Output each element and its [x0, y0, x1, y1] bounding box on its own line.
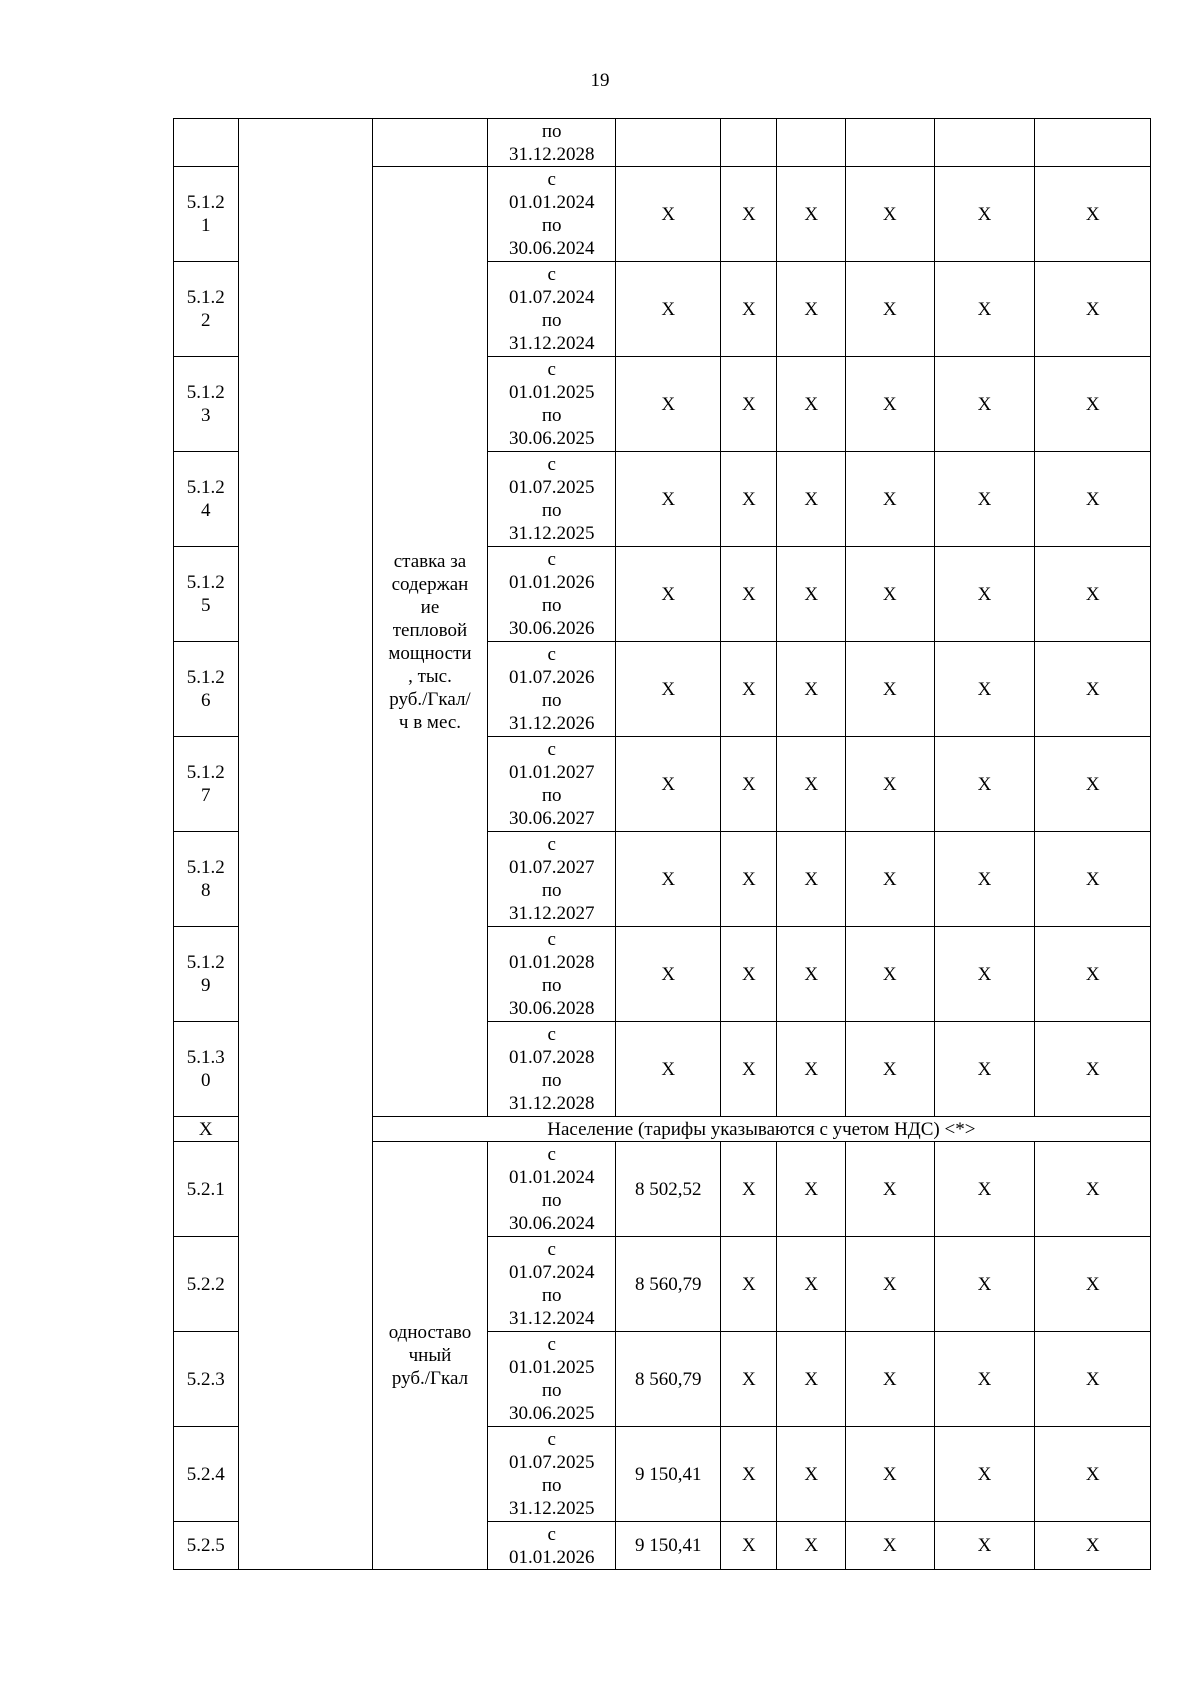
value-cell: Х: [846, 927, 934, 1022]
period-cell-line: с: [547, 739, 556, 760]
value-cell: Х: [1035, 1022, 1151, 1117]
number-cell: [174, 1022, 239, 1117]
value-cell: Х: [1035, 1142, 1151, 1237]
period-cell-line: 30.06.2028: [508, 998, 595, 1019]
value-cell: Х: [777, 452, 846, 547]
value-cell: Х: [616, 357, 721, 452]
value-cell: Х: [934, 547, 1035, 642]
value-cell: [846, 119, 934, 167]
value-cell: Х: [616, 547, 721, 642]
value-cell: 8 560,79: [616, 1237, 721, 1332]
value-cell: 8 560,79: [616, 1332, 721, 1427]
value-cell: Х: [777, 357, 846, 452]
period-cell: [488, 642, 616, 737]
number-cell-line: 8: [201, 880, 211, 901]
value-cell: [777, 119, 846, 167]
value-cell: Х: [934, 167, 1035, 262]
indicator-cell-line: ие: [420, 596, 440, 618]
number-cell-line: 5: [201, 595, 211, 616]
value-cell: Х: [616, 642, 721, 737]
period-cell-line: по: [541, 1285, 562, 1306]
indicator-cell-line: чный: [408, 1345, 452, 1366]
number-cell-line: 9: [201, 975, 211, 996]
number-cell-line: 5.1.2: [186, 382, 225, 403]
value-cell: Х: [846, 737, 934, 832]
value-cell: Х: [721, 927, 777, 1022]
period-cell-line: по: [541, 785, 562, 806]
value-cell: Х: [721, 1522, 777, 1570]
number-cell-line: 5.1.2: [186, 477, 225, 498]
value-cell: Х: [721, 1427, 777, 1522]
value-cell: Х: [1035, 1237, 1151, 1332]
indicator-cell-line: одноставо: [388, 1322, 472, 1343]
value-cell: Х: [846, 1427, 934, 1522]
period-cell-line: 30.06.2027: [508, 808, 595, 829]
value-cell: Х: [777, 167, 846, 262]
value-cell: [1035, 119, 1151, 167]
value-cell: Х: [1035, 1522, 1151, 1570]
value-cell: Х: [1035, 927, 1151, 1022]
value-cell: Х: [616, 262, 721, 357]
period-cell: [488, 1237, 616, 1332]
period-cell-line: 31.12.2026: [508, 713, 595, 734]
number-cell: [174, 167, 239, 262]
period-cell-line: 01.07.2027: [508, 857, 595, 878]
period-cell-line: 30.06.2024: [508, 238, 595, 259]
indicator-cell: [372, 167, 487, 1117]
value-cell: Х: [777, 1427, 846, 1522]
value-cell: Х: [846, 547, 934, 642]
value-cell: Х: [721, 1022, 777, 1117]
indicator-cell-line: ч в мес.: [398, 711, 462, 733]
value-cell: Х: [934, 642, 1035, 737]
value-cell: Х: [1035, 737, 1151, 832]
period-cell-line: по: [541, 405, 562, 426]
period-cell-line: 31.12.2025: [508, 523, 595, 544]
period-cell-line: с: [547, 1523, 556, 1545]
page-number: 19: [590, 70, 610, 91]
period-cell-line: 31.12.2024: [508, 333, 595, 354]
number-cell-line: 5.1.2: [186, 857, 225, 878]
value-cell: Х: [721, 357, 777, 452]
number-cell: [174, 737, 239, 832]
period-cell-line: 31.12.2027: [508, 903, 595, 924]
period-cell-line: по: [541, 1190, 562, 1211]
period-cell-line: с: [547, 264, 556, 285]
number-cell-line: 5.1.2: [186, 572, 225, 593]
period-cell-line: с: [547, 834, 556, 855]
value-cell: Х: [846, 1522, 934, 1570]
indicator-cell-line: руб./Гкал/: [389, 688, 471, 710]
value-cell: Х: [721, 262, 777, 357]
number-cell-line: 6: [201, 690, 211, 711]
value-cell: Х: [934, 452, 1035, 547]
value-cell: Х: [1035, 357, 1151, 452]
number-cell: [174, 262, 239, 357]
period-cell-line: 30.06.2024: [508, 1213, 595, 1234]
value-cell: Х: [777, 1522, 846, 1570]
value-cell: Х: [934, 737, 1035, 832]
value-cell: Х: [846, 642, 934, 737]
period-cell: [488, 927, 616, 1022]
period-cell-line: с: [547, 454, 556, 475]
number-cell-line: 5.1.2: [186, 952, 225, 973]
value-cell: Х: [846, 452, 934, 547]
period-cell-line: с: [547, 929, 556, 950]
period-cell: [488, 1332, 616, 1427]
number-cell: [174, 547, 239, 642]
value-cell: Х: [934, 832, 1035, 927]
number-cell: [174, 1522, 239, 1570]
period-cell: [488, 547, 616, 642]
indicator-cell-line: , тыс.: [408, 665, 452, 687]
value-cell: Х: [616, 927, 721, 1022]
number-cell: [174, 119, 239, 167]
value-cell: Х: [934, 1522, 1035, 1570]
value-cell: Х: [934, 927, 1035, 1022]
value-cell: Х: [846, 357, 934, 452]
value-cell: Х: [1035, 452, 1151, 547]
period-cell-line: 01.07.2025: [508, 477, 595, 498]
period-cell-line: с: [547, 644, 556, 665]
indicator-cell-line: ставка за: [393, 550, 467, 572]
number-cell-line: 7: [201, 785, 211, 806]
period-cell-line: с: [547, 1334, 556, 1355]
number-cell: [174, 357, 239, 452]
value-cell: 9 150,41: [616, 1427, 721, 1522]
period-cell: [488, 737, 616, 832]
period-cell-line: по: [541, 310, 562, 331]
value-cell: Х: [1035, 832, 1151, 927]
indicator-cell-line: тепловой: [392, 619, 468, 641]
name-cell: [238, 119, 372, 1570]
value-cell: Х: [846, 167, 934, 262]
period-cell-line: по: [541, 1475, 562, 1496]
period-cell-line: по: [541, 120, 562, 142]
period-cell-line: с: [547, 359, 556, 380]
number-cell-line: 5.2.4: [186, 1463, 225, 1485]
period-cell-line: по: [541, 595, 562, 616]
indicator-cell-line: мощности: [388, 642, 472, 664]
value-cell: Х: [1035, 547, 1151, 642]
number-cell-line: 3: [201, 405, 211, 426]
value-cell: Х: [846, 1142, 934, 1237]
period-cell: [488, 357, 616, 452]
indicator-cell: [372, 1142, 487, 1570]
period-cell: [488, 119, 616, 167]
period-cell-line: 31.12.2025: [508, 1498, 595, 1519]
number-cell: [174, 642, 239, 737]
number-cell-line: 5.2.2: [186, 1273, 225, 1295]
period-cell-line: 30.06.2026: [508, 618, 595, 639]
number-cell: [174, 452, 239, 547]
value-cell: Х: [721, 1332, 777, 1427]
table-row: [174, 119, 1151, 167]
number-cell-line: 5.2.5: [186, 1535, 225, 1556]
value-cell: Х: [721, 642, 777, 737]
value-cell: Х: [934, 357, 1035, 452]
number-cell-line: 5.1.2: [186, 287, 225, 308]
number-cell-line: 2: [201, 310, 211, 331]
value-cell: Х: [1035, 1427, 1151, 1522]
value-cell: Х: [777, 832, 846, 927]
period-cell-line: 01.07.2025: [508, 1452, 595, 1473]
indicator-cell-line: содержан: [391, 573, 469, 595]
period-cell-line: по: [541, 690, 562, 711]
period-cell-line: 31.12.2024: [508, 1308, 595, 1329]
value-cell: 8 502,52: [616, 1142, 721, 1237]
period-cell-line: по: [541, 880, 562, 901]
value-cell: Х: [721, 167, 777, 262]
value-cell: Х: [934, 1142, 1035, 1237]
period-cell-line: по: [541, 215, 562, 236]
value-cell: Х: [846, 1332, 934, 1427]
number-cell: [174, 1427, 239, 1522]
value-cell: Х: [777, 1142, 846, 1237]
value-cell: Х: [846, 262, 934, 357]
period-cell-line: 01.01.2026: [508, 572, 595, 593]
number-cell-line: 1: [201, 215, 211, 236]
period-cell: [488, 1142, 616, 1237]
number-cell-line: 5.2.3: [186, 1368, 225, 1390]
value-cell: Х: [616, 1022, 721, 1117]
period-cell-line: 01.01.2028: [508, 952, 595, 973]
value-cell: Х: [777, 642, 846, 737]
number-cell-line: 4: [201, 500, 211, 521]
value-cell: Х: [616, 167, 721, 262]
value-cell: Х: [777, 547, 846, 642]
value-cell: Х: [846, 832, 934, 927]
period-cell-line: с: [547, 1239, 556, 1260]
value-cell: Х: [777, 1237, 846, 1332]
value-cell: Х: [721, 832, 777, 927]
period-cell-line: 01.01.2025: [508, 1357, 595, 1378]
value-cell: Х: [777, 1022, 846, 1117]
value-cell: Х: [777, 737, 846, 832]
period-cell: [488, 1522, 616, 1570]
value-cell: Х: [777, 1332, 846, 1427]
number-cell-line: 5.1.2: [186, 762, 225, 783]
value-cell: Х: [721, 1142, 777, 1237]
value-cell: Х: [1035, 642, 1151, 737]
period-cell: [488, 1022, 616, 1117]
number-cell: [174, 832, 239, 927]
number-cell-line: 5.1.2: [186, 192, 225, 213]
number-cell-line: 0: [201, 1070, 211, 1091]
section-number-cell: Х: [174, 1117, 239, 1142]
period-cell-line: с: [547, 1429, 556, 1450]
period-cell-line: с: [547, 169, 556, 190]
value-cell: Х: [934, 262, 1035, 357]
value-cell: Х: [616, 452, 721, 547]
number-cell-line: 5.1.2: [186, 667, 225, 688]
period-cell-line: по: [541, 1070, 562, 1091]
period-cell-line: 01.01.2027: [508, 762, 595, 783]
value-cell: Х: [934, 1022, 1035, 1117]
indicator-cell-line: руб./Гкал: [391, 1368, 469, 1389]
period-cell-line: по: [541, 500, 562, 521]
period-cell-line: по: [541, 975, 562, 996]
number-cell-line: 5.1.3: [186, 1047, 225, 1068]
value-cell: Х: [777, 262, 846, 357]
tariff-table: [173, 118, 1151, 1570]
value-cell: Х: [934, 1237, 1035, 1332]
period-cell-line: 31.12.2028: [508, 143, 595, 165]
value-cell: Х: [846, 1022, 934, 1117]
number-cell-line: 5.2.1: [186, 1178, 225, 1200]
period-cell-line: 01.01.2025: [508, 382, 595, 403]
section-title-cell: Население (тарифы указываются с учетом НДС) <*>: [372, 1117, 1150, 1142]
period-cell-line: с: [547, 1144, 556, 1165]
period-cell-line: с: [547, 549, 556, 570]
period-cell-line: 01.01.2024: [508, 1167, 595, 1188]
value-cell: Х: [616, 832, 721, 927]
value-cell: Х: [721, 737, 777, 832]
period-cell: [488, 1427, 616, 1522]
value-cell: Х: [721, 1237, 777, 1332]
period-cell: [488, 167, 616, 262]
value-cell: Х: [777, 927, 846, 1022]
value-cell: Х: [1035, 1332, 1151, 1427]
value-cell: Х: [721, 547, 777, 642]
indicator-cell: [372, 119, 487, 167]
period-cell-line: 30.06.2025: [508, 428, 595, 449]
period-cell-line: 01.07.2028: [508, 1047, 595, 1068]
number-cell: [174, 927, 239, 1022]
period-cell-line: с: [547, 1024, 556, 1045]
value-cell: 9 150,41: [616, 1522, 721, 1570]
value-cell: [721, 119, 777, 167]
period-cell-line: 30.06.2025: [508, 1403, 595, 1424]
number-cell: [174, 1237, 239, 1332]
period-cell-line: 01.01.2026: [508, 1546, 595, 1568]
value-cell: [934, 119, 1035, 167]
period-cell-line: 01.07.2024: [508, 1262, 595, 1283]
number-cell: [174, 1332, 239, 1427]
period-cell-line: 01.07.2024: [508, 287, 595, 308]
number-cell: [174, 1142, 239, 1237]
period-cell-line: 31.12.2028: [508, 1093, 595, 1114]
value-cell: Х: [616, 737, 721, 832]
value-cell: Х: [1035, 262, 1151, 357]
value-cell: [616, 119, 721, 167]
period-cell-line: 01.07.2026: [508, 667, 595, 688]
value-cell: Х: [846, 1237, 934, 1332]
period-cell: [488, 452, 616, 547]
value-cell: Х: [934, 1332, 1035, 1427]
period-cell-line: по: [541, 1380, 562, 1401]
period-cell: [488, 832, 616, 927]
period-cell: [488, 262, 616, 357]
value-cell: Х: [934, 1427, 1035, 1522]
value-cell: Х: [721, 452, 777, 547]
period-cell-line: 01.01.2024: [508, 192, 595, 213]
value-cell: Х: [1035, 167, 1151, 262]
